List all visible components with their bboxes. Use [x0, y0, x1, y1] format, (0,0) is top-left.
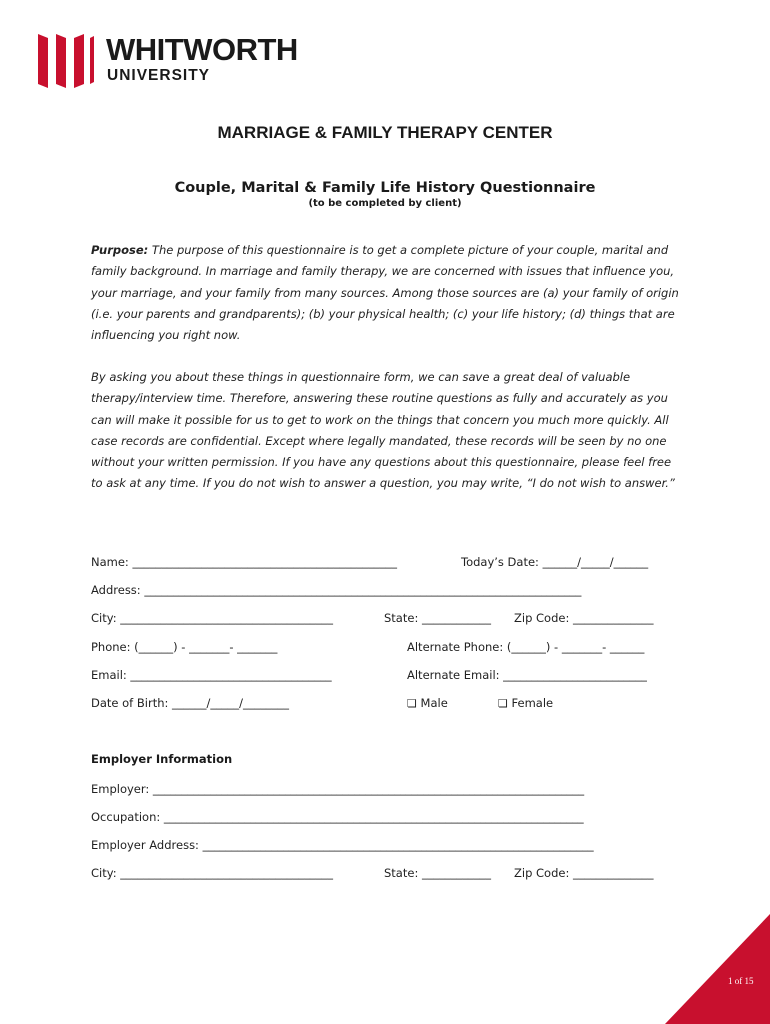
- checkbox-icon[interactable]: ❏: [407, 697, 417, 710]
- female-label: Female: [511, 696, 554, 710]
- employer-field[interactable]: Employer: ___________________________________________________________________________: [91, 782, 585, 796]
- paragraph-line: your marriage, and your family from many sources. Among those sources are (a) your family of origin: [91, 285, 679, 300]
- employer-zip-field[interactable]: Zip Code: ______________: [514, 866, 654, 880]
- employer-section-heading: Employer Information: [91, 752, 233, 766]
- logo-mark-icon: [38, 32, 100, 90]
- date-of-birth-field[interactable]: Date of Birth: ______/_____/________: [91, 696, 290, 710]
- purpose-label: Purpose:: [91, 243, 149, 257]
- phone-field[interactable]: Phone: (______) - _______- _______: [91, 640, 278, 654]
- todays-date-field[interactable]: Today’s Date: ______/_____/______: [461, 555, 649, 569]
- city-field[interactable]: City: _____________________________________: [91, 611, 333, 625]
- employer-address-field[interactable]: Employer Address: ____________________________________________________________________: [91, 838, 594, 852]
- state-field[interactable]: State: ____________: [384, 611, 491, 625]
- paragraph-line: therapy/interview time. Therefore, answering these routine questions as fully and accurately as you: [91, 391, 668, 406]
- paragraph-line: can will make it possible for us to get to work on the things that concern you much more quickly. All: [91, 412, 669, 427]
- male-label: Male: [420, 696, 448, 710]
- checkbox-icon[interactable]: ❏: [498, 697, 508, 710]
- paragraph-line: The purpose of this questionnaire is to get a complete picture of your couple, marital and: [148, 243, 669, 257]
- paragraph-line: to ask at any time. If you do not wish to answer a question, you may write, “I do not wish to answer.”: [91, 476, 675, 491]
- corner-triangle-decoration: [665, 914, 770, 1024]
- employer-city-field[interactable]: City: _____________________________________: [91, 866, 333, 880]
- confidentiality-paragraph: [91, 367, 691, 495]
- paragraph-line: (i.e. your parents and grandparents); (b) your physical health; (c) your life history; (d) things that are: [91, 306, 675, 321]
- paragraph-line: family background. In marriage and family therapy, we are concerned with issues that influence you,: [91, 264, 675, 279]
- address-field[interactable]: Address: ____________________________________________________________________________: [91, 583, 582, 597]
- purpose-paragraph: [91, 240, 691, 346]
- alternate-phone-field[interactable]: Alternate Phone: (______) - _______- ______: [407, 640, 645, 654]
- center-title: MARRIAGE & FAMILY THERAPY CENTER: [217, 123, 553, 142]
- page-number: 1 of 15: [728, 976, 754, 986]
- name-field[interactable]: Name: ______________________________________________: [91, 555, 397, 569]
- alternate-email-field[interactable]: Alternate Email: _________________________: [407, 668, 647, 682]
- form-subtitle: (to be completed by client): [308, 198, 462, 209]
- logo-wordmark: WHITWORTH: [106, 32, 298, 67]
- paragraph-line: case records are confidential. Except where legally mandated, these records will be seen by no one: [91, 433, 667, 448]
- paragraph-line: influencing you right now.: [91, 328, 241, 343]
- paragraph-line: By asking you about these things in questionnaire form, we can save a great deal of valuable: [91, 370, 631, 384]
- occupation-field[interactable]: Occupation: _________________________________________________________________________: [91, 810, 584, 824]
- email-field[interactable]: Email: ___________________________________: [91, 668, 332, 682]
- female-checkbox[interactable]: [498, 695, 553, 712]
- form-title: Couple, Marital & Family Life History Questionnaire: [174, 180, 596, 196]
- logo-subtext: UNIVERSITY: [107, 67, 211, 84]
- zip-field[interactable]: Zip Code: ______________: [514, 611, 654, 625]
- male-checkbox[interactable]: [407, 695, 448, 712]
- employer-state-field[interactable]: State: ____________: [384, 866, 491, 880]
- paragraph-line: without your written permission. If you have any questions about this questionnaire, please feel free: [91, 455, 672, 470]
